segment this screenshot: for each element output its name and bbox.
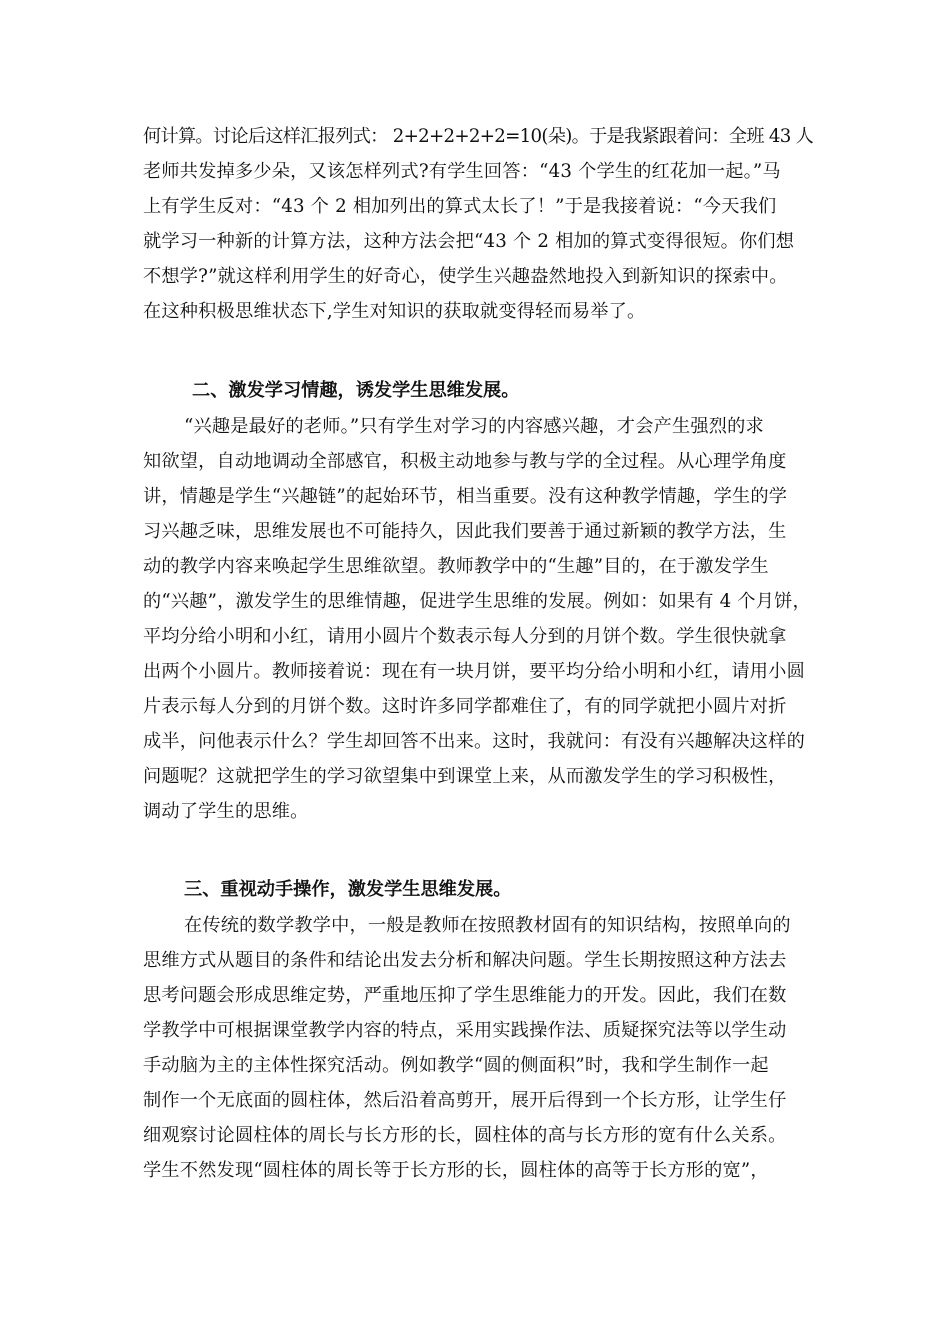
text-line: 出两个小圆片。教师接着说：现在有一块月饼，要平均分给小明和小红，请用小圆 <box>143 661 805 682</box>
text-line: 的“兴趣”，激发学生的思维情趣，促进学生思维的发展。例如：如果有 4 个月饼， <box>143 591 811 612</box>
text-line: 平均分给小明和小红，请用小圆片个数表示每人分到的月饼个数。学生很快就拿 <box>143 626 787 647</box>
text-line: 片表示每人分到的月饼个数。这时许多同学都难住了，有的同学就把小圆片对折 <box>143 696 787 717</box>
text-line: 不想学?”就这样利用学生的好奇心，使学生兴趣盎然地投入到新知识的探索中。 <box>143 266 788 287</box>
text-line: 问题呢？这就把学生的学习欲望集中到课堂上来，从而激发学生的学习积极性， <box>143 766 787 787</box>
text-line: 制作一个无底面的圆柱体，然后沿着高剪开，展开后得到一个长方形，让学生仔 <box>143 1090 787 1111</box>
text-line: 思维方式从题目的条件和结论出发去分析和解决问题。学生长期按照这种方法去 <box>143 950 787 971</box>
text-line: 习兴趣乏味，思维发展也不可能持久，因此我们要善于通过新颖的教学方法，生 <box>143 521 787 542</box>
text-line: 动的教学内容来唤起学生思维欲望。教师教学中的“生趣”目的，在于激发学生 <box>143 556 769 577</box>
text-line: 何计算。讨论后这样汇报列式： 2+2+2+2+2=10(朵)。于是我紧跟着问：全班 43 人 <box>143 126 814 147</box>
section-heading-2: 二、激发学习情趣，诱发学生思维发展。 <box>192 380 520 401</box>
text-line: 就学习一种新的计算方法，这种方法会把“43 个 2 相加的算式变得很短。你们想 <box>143 231 795 252</box>
text-line: 讲，情趣是学生“兴趣链”的起始环节，相当重要。没有这种教学情趣，学生的学 <box>143 486 788 507</box>
text-line: 上有学生反对：“43 个 2 相加列出的算式太长了！”于是我接着说：“今天我们 <box>143 196 777 217</box>
text-line: 手动脑为主的主体性探究活动。例如教学“圆的侧面积”时，我和学生制作一起 <box>143 1055 769 1076</box>
text-line: 调动了学生的思维。 <box>143 801 309 822</box>
text-line: 在传统的数学教学中，一般是教师在按照教材固有的知识结构，按照单向的 <box>184 915 791 936</box>
text-line: 在这种积极思维状态下,学生对知识的获取就变得轻而易举了。 <box>143 301 646 322</box>
text-line: 老师共发掉多少朵，又该怎样列式?有学生回答：“43 个学生的红花加一起。”马 <box>143 161 781 182</box>
text-line: 思考问题会形成思维定势，严重地压抑了学生思维能力的开发。因此，我们在数 <box>143 985 787 1006</box>
text-line: 学教学中可根据课堂教学内容的特点，采用实践操作法、质疑探究法等以学生动 <box>143 1020 787 1041</box>
section-heading-3: 三、重视动手操作，激发学生思维发展。 <box>184 879 512 900</box>
text-line: 知欲望，自动地调动全部感官，积极主动地参与教与学的全过程。从心理学角度 <box>143 451 787 472</box>
text-line: 学生不然发现“圆柱体的周长等于长方形的长，圆柱体的高等于长方形的宽”， <box>143 1160 769 1181</box>
text-line: 成半，问他表示什么？学生却回答不出来。这时，我就问：有没有兴趣解决这样的 <box>143 731 805 752</box>
text-line: “兴趣是最好的老师。”只有学生对学习的内容感兴趣，才会产生强烈的求 <box>184 416 764 437</box>
text-line: 细观察讨论圆柱体的周长与长方形的长，圆柱体的高与长方形的宽有什么关系。 <box>143 1125 787 1146</box>
